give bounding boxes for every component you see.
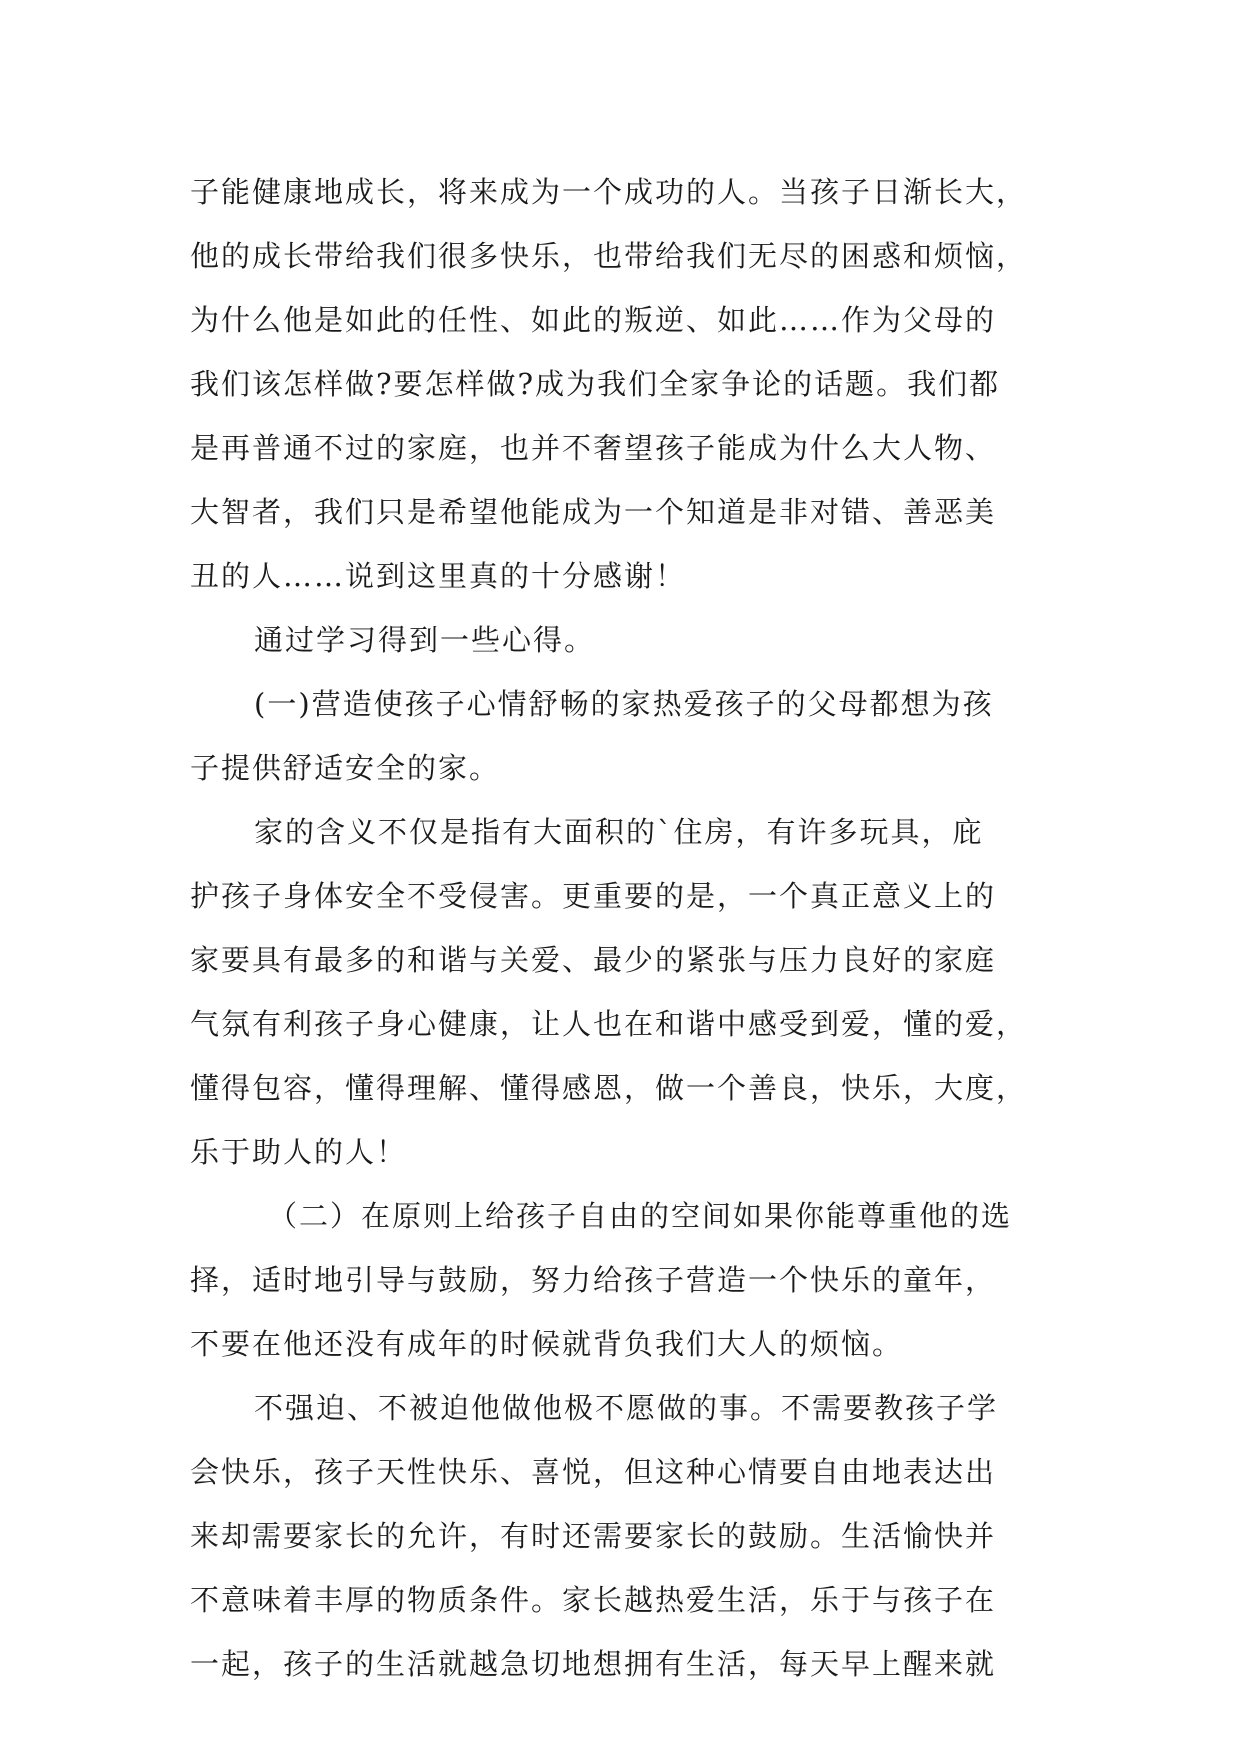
text-line: 择，适时地引导与鼓励，努力给孩子营造一个快乐的童年， <box>190 1263 997 1297</box>
text-line: 大智者，我们只是希望他能成为一个知道是非对错、善恶美 <box>190 495 997 529</box>
text-line: 是再普通不过的家庭，也并不奢望孩子能成为什么大人物、 <box>190 431 997 465</box>
text-line: 会快乐，孩子天性快乐、喜悦，但这种心情要自由地表达出 <box>190 1455 997 1489</box>
text-line: 来却需要家长的允许，有时还需要家长的鼓励。生活愉快并 <box>190 1519 997 1553</box>
text-line: 乐于助人的人！ <box>190 1135 408 1169</box>
text-line: 丑的人……说到这里真的十分感谢！ <box>190 559 687 593</box>
text-line: 为什么他是如此的任性、如此的叛逆、如此……作为父母的 <box>190 303 997 337</box>
text-line: 护孩子身体安全不受侵害。更重要的是，一个真正意义上的 <box>190 879 997 913</box>
paragraph-start: 不强迫、不被迫他做他极不愿做的事。不需要教孩子学 <box>254 1391 999 1425</box>
text-line: 子能健康地成长，将来成为一个成功的人。当孩子日渐长大， <box>190 175 1028 209</box>
body-text <box>190 160 1070 1696</box>
section-heading-one: (一)营造使孩子心情舒畅的家热爱孩子的父母都想为孩 <box>254 687 994 721</box>
section-heading-two: （二）在原则上给孩子自由的空间如果你能尊重他的选 <box>268 1199 1013 1233</box>
text-line: 他的成长带给我们很多快乐，也带给我们无尽的困惑和烦恼， <box>190 239 1028 273</box>
text-line: 不意味着丰厚的物质条件。家长越热爱生活，乐于与孩子在 <box>190 1583 997 1617</box>
text-line: 气氛有利孩子身心健康，让人也在和谐中感受到爱，懂的爱， <box>190 1007 1028 1041</box>
text-line: 一起，孩子的生活就越急切地想拥有生活，每天早上醒来就 <box>190 1647 997 1681</box>
text-line: 懂得包容，懂得理解、懂得感恩，做一个善良，快乐，大度， <box>190 1071 1028 1105</box>
paragraph-start: 家的含义不仅是指有大面积的`住房，有许多玩具，庇 <box>254 815 984 849</box>
text-line: 我们该怎样做?要怎样做?成为我们全家争论的话题。我们都 <box>190 367 1001 401</box>
paragraph-start: 通过学习得到一些心得。 <box>254 623 596 657</box>
text-line: 家要具有最多的和谐与关爱、最少的紧张与压力良好的家庭 <box>190 943 997 977</box>
text-line: 不要在他还没有成年的时候就背负我们大人的烦恼。 <box>190 1327 904 1361</box>
text-line: 子提供舒适安全的家。 <box>190 751 501 785</box>
